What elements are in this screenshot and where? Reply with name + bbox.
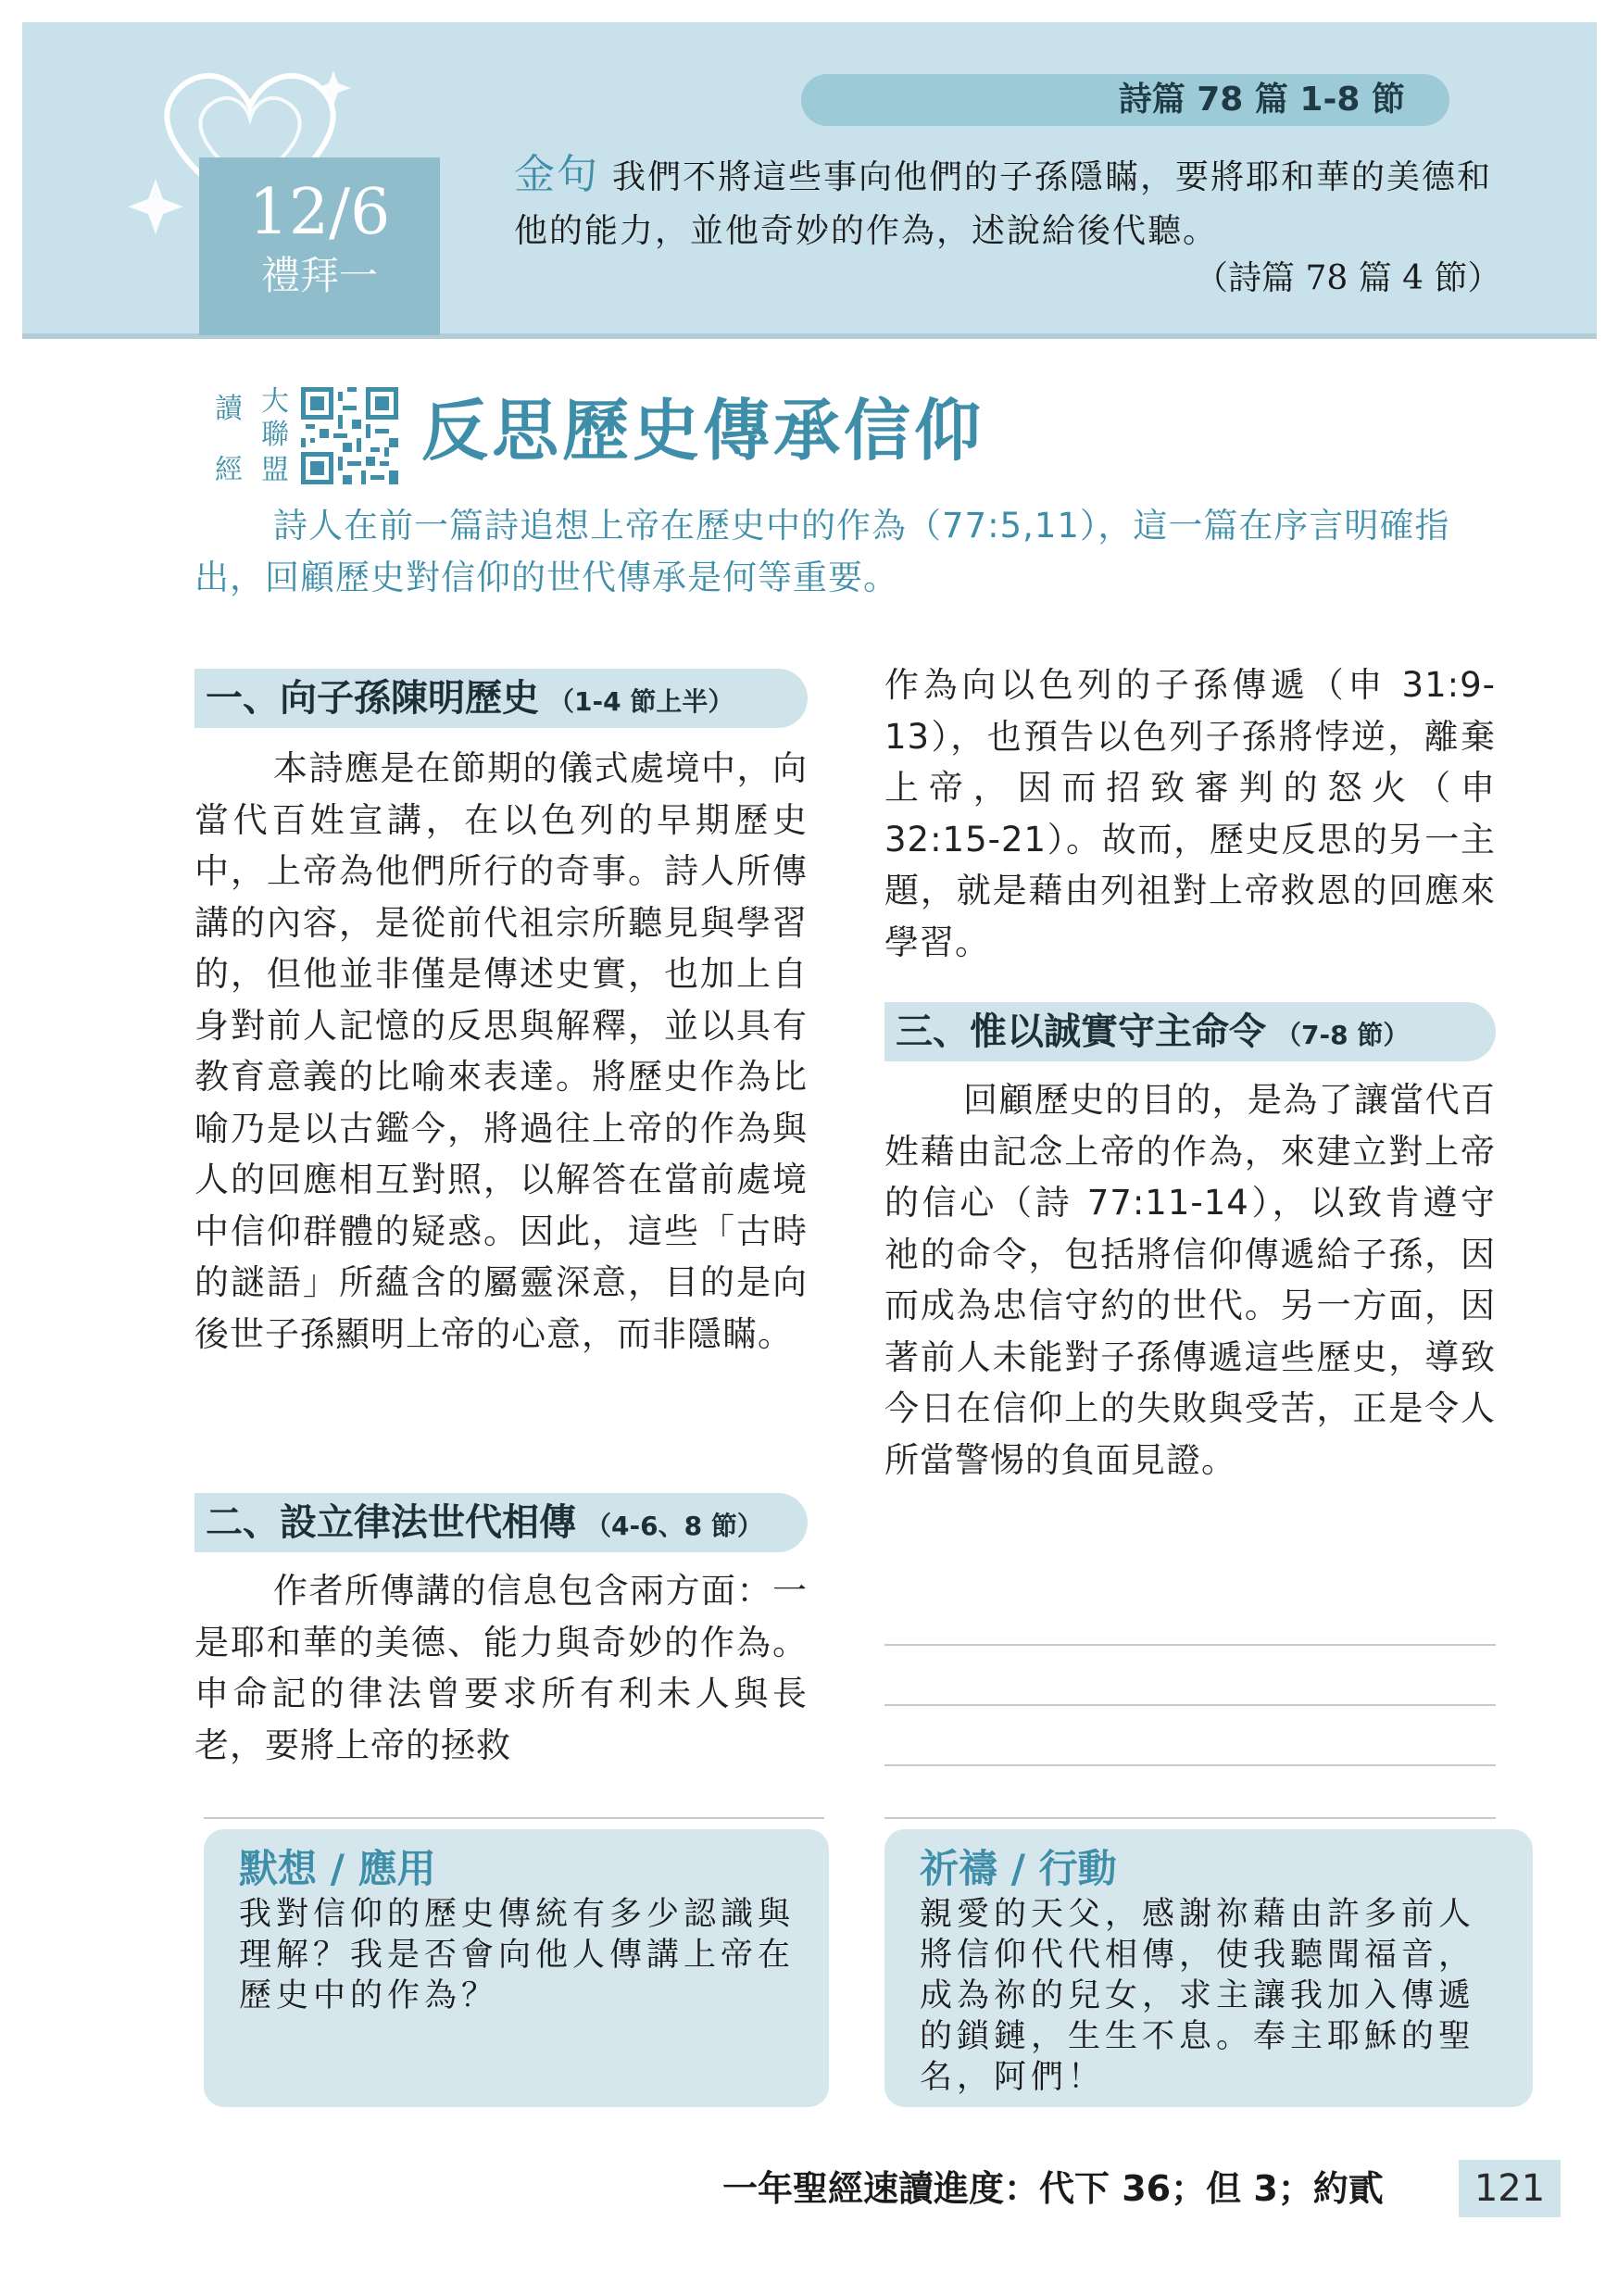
section-2-ref: （4-6、8 節） (585, 1511, 763, 1541)
section-2-continuation: 作為向以色列的子孫傳遞（申 31:9-13），也預告以色列子孫將悖逆，離棄上帝，因而招致審判的怒火（申 32:15-21）。故而，歷史反思的另一主題，就是藉由列祖對上帝救恩的回應來學習。 (884, 665, 1496, 962)
prayer-title: 祈禱 / 行動 (920, 1846, 1117, 1891)
tag-read: 讀 (215, 393, 243, 425)
golden-verse-text: 我們不將這些事向他們的子孫隱瞞，要將耶和華的美德和他的能力，並他奇妙的作為，述說給後代聽。 (514, 158, 1493, 250)
golden-verse (514, 148, 1496, 258)
section-2-heading (194, 1493, 808, 1552)
section-3-heading (884, 1002, 1496, 1061)
qr-code-icon[interactable] (301, 387, 398, 484)
section-2-title: 二、設立律法世代相傳 (206, 1501, 576, 1544)
note-line (884, 1644, 1496, 1646)
weekday: 禮拜一 (260, 253, 378, 298)
golden-verse-label: 金句 (514, 151, 599, 198)
note-line (204, 1817, 824, 1819)
page-number: 121 (1459, 2160, 1561, 2217)
prayer-text: 親愛的天父，感謝祢藉由許多前人將信仰代代相傳，使我聽聞福音，成為祢的兒女，求主讓我加入傳遞的鎖鏈，生生不息。奉主耶穌的聖名，阿們！ (920, 1896, 1476, 2096)
page-title: 反思歷史傳承信仰 (421, 391, 985, 470)
date-block (199, 157, 440, 335)
meditation-title: 默想 / 應用 (239, 1846, 436, 1891)
note-line (884, 1817, 1496, 1819)
intro-paragraph: 詩人在前一篇詩追想上帝在歷史中的作為（77:5,11），這一篇在序言明確指出，回顧歷史對信仰的世代傳承是何等重要。 (194, 506, 1450, 597)
section-3-title: 三、惟以誠實守主命令 (896, 1010, 1266, 1053)
section-3-ref: （7-8 節） (1275, 1020, 1410, 1050)
note-line (884, 1764, 1496, 1766)
note-line (884, 1704, 1496, 1706)
tag-alliance: 盟 (261, 454, 289, 486)
tag-union: 聯 (261, 419, 289, 451)
section-1-title: 一、向子孫陳明歷史 (206, 677, 539, 720)
section-3-text: 回顧歷史的目的，是為了讓當代百姓藉由記念上帝的作為，來建立對上帝的信心（詩 77:11-14），以致肯遵守祂的命令，包括將信仰傳遞給子孫，因而成為忠信守約的世代。另一方面，因著前人未能對子孫傳遞這些歷史，導致今日在信仰上的失敗與受苦，正是令人所當警惕的負面見證。 (884, 1080, 1496, 1480)
section-2-text: 作者所傳講的信息包含兩方面：一是耶和華的美德、能力與奇妙的作為。申命記的律法曾要求所有利未人與長老，要將上帝的拯救 (194, 1571, 808, 1765)
section-1-text: 本詩應是在節期的儀式處境中，向當代百姓宣講，在以色列的早期歷史中，上帝為他們所行的奇事。詩人所傳講的內容，是從前代祖宗所聽見與學習的，但他並非僅是傳述史實，也加上自身對前人記憶的反思與解釋，並以具有教育意義的比喻來表達。將歷史作為比喻乃是以古鑑今，將過往上帝的作為與人的回應相互對照，以解答在當前處境中信仰群體的疑惑。因此，這些「古時的謎語」所蘊含的屬靈深意，目的是向後世子孫顯明上帝的心意，而非隱瞞。 (194, 748, 808, 1354)
golden-verse-reference: （詩篇 78 篇 4 節） (1195, 259, 1501, 297)
tag-big: 大 (261, 385, 289, 418)
passage-reference: 詩篇 78 篇 1-8 節 (801, 74, 1449, 126)
section-1-heading (194, 669, 808, 728)
section-1-ref: （1-4 節上半） (548, 686, 734, 717)
date: 12/6 (248, 176, 391, 249)
reading-progress: 一年聖經速讀進度：代下 36；但 3；約貳 (722, 2168, 1384, 2209)
tag-scripture: 經 (215, 454, 243, 486)
meditation-text: 我對信仰的歷史傳統有多少認識與理解？我是否會向他人傳講上帝在歷史中的作為？ (239, 1896, 796, 2014)
